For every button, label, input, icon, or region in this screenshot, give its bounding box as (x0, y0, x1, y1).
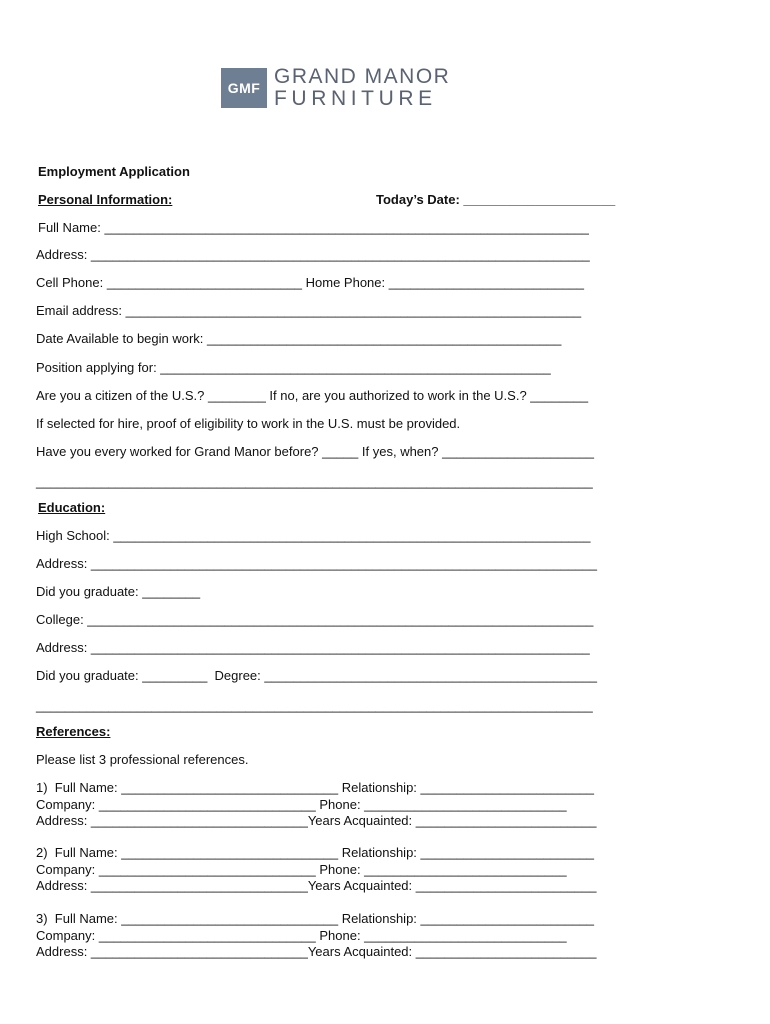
college-field[interactable]: College: ______________________________________________________________________ (36, 612, 594, 627)
reference-block-3 (36, 911, 656, 961)
logo-name-line1: GRAND MANOR (274, 65, 451, 88)
references-heading: References: (36, 724, 111, 739)
logo-name-line2: FURNITURE (274, 87, 437, 110)
college-graduate-field[interactable]: Did you graduate: _________ Degree: ______________________________________________ (36, 668, 597, 683)
company-logo (221, 66, 483, 110)
reference-block-2 (36, 845, 656, 895)
date-available-field[interactable]: Date Available to begin work: _________________________________________________ (36, 331, 562, 346)
reference-block-1 (36, 780, 656, 830)
references-instructions: Please list 3 professional references. (36, 752, 249, 767)
reference-company-field[interactable]: Company: ______________________________ Phone: ____________________________ (36, 861, 567, 877)
education-heading: Education: (38, 500, 106, 515)
phone-fields[interactable]: Cell Phone: ___________________________ Home Phone: ___________________________ (36, 275, 584, 290)
email-field[interactable]: Email address: _______________________________________________________________ (36, 303, 582, 318)
full-name-field[interactable]: Full Name: ___________________________________________________________________ (38, 220, 589, 235)
personal-info-heading: Personal Information: (38, 192, 173, 207)
reference-address-field[interactable]: Address: ______________________________Years Acquainted: _________________________ (36, 813, 597, 828)
position-field[interactable]: Position applying for: ______________________________________________________ (36, 360, 551, 375)
citizenship-field[interactable]: Are you a citizen of the U.S.? ________ If no, are you authorized to work in the U.S.? ________ (36, 388, 589, 403)
eligibility-note: If selected for hire, proof of eligibility to work in the U.S. must be provided. (36, 416, 461, 431)
reference-name-field[interactable]: 3) Full Name: ______________________________ Relationship: ________________________ (36, 911, 595, 926)
high-school-graduate-field[interactable]: Did you graduate: ________ (36, 584, 201, 599)
reference-address-field[interactable]: Address: ______________________________Years Acquainted: _________________________ (36, 878, 597, 893)
reference-company-field[interactable]: Company: ______________________________ Phone: ____________________________ (36, 796, 567, 812)
reference-address-field[interactable]: Address: ______________________________Years Acquainted: _________________________ (36, 944, 597, 959)
address-field[interactable]: Address: _____________________________________________________________________ (36, 247, 590, 262)
blank-line[interactable]: _____________________________________________________________________________ (36, 474, 593, 489)
high-school-field[interactable]: High School: __________________________________________________________________ (36, 528, 591, 543)
logo-mark: GMF (221, 68, 267, 108)
blank-line[interactable]: _____________________________________________________________________________ (36, 698, 593, 713)
reference-company-field[interactable]: Company: ______________________________ Phone: ____________________________ (36, 927, 567, 943)
reference-name-field[interactable]: 1) Full Name: ______________________________ Relationship: ________________________ (36, 780, 595, 795)
college-address-field[interactable]: Address: _____________________________________________________________________ (36, 640, 590, 655)
form-title: Employment Application (38, 164, 190, 179)
high-school-address-field[interactable]: Address: ______________________________________________________________________ (36, 556, 598, 571)
todays-date-field[interactable]: Today’s Date: _____________________ (376, 192, 616, 207)
reference-name-field[interactable]: 2) Full Name: ______________________________ Relationship: ________________________ (36, 845, 595, 860)
worked-before-field[interactable]: Have you every worked for Grand Manor before? _____ If yes, when? _____________________ (36, 444, 594, 459)
